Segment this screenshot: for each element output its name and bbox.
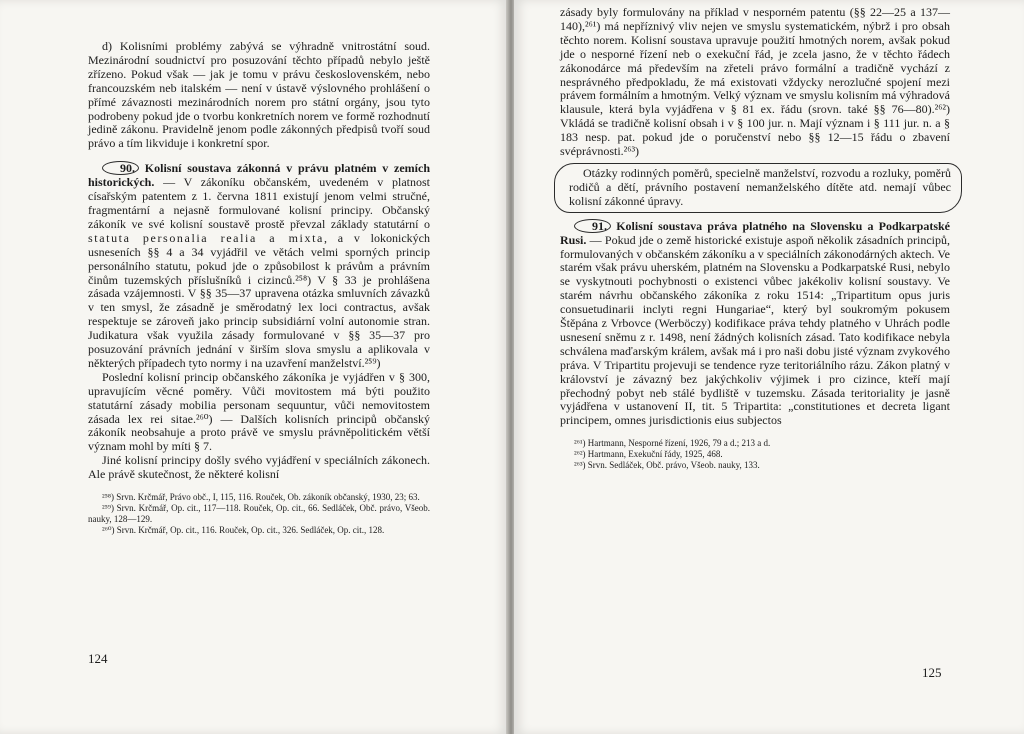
footnote-258: ²⁵⁸) Srvn. Krčmář, Právo obč., I, 115, 116. Rouček, Ob. zákoník občanský, 1930, 23; 63. xyxy=(102,492,420,503)
section-90-text-b: , a v lokonických usneseních §§ 4 a 34 vyjádřil ve větách velmi sporných princip personálního statutu, pokud jde o způsobilost k právům a právním činům tuzemských příslušníků i cizinců.²⁵⁸) V § 33 je prohlášena zásada vzájemnosti. V §§ 35—37 upravena otázka smluvních závazků v ten smysl, že zásadně je směrodatný lex loci contractus, avšak respektuje se zároveň jako princip subsidiární volní autonomie stran. Judikatura však využila zásady formulované v §§ 35—37 pro posuzování právních jednání v širším slova smyslu a aplikovala v některých případech tyto normy i na uzavření manželství.²⁵⁹) xyxy=(88,230,431,370)
section-number-90: 90. xyxy=(102,161,139,175)
section-number-91: 91. xyxy=(574,219,611,233)
right-footnotes xyxy=(560,438,950,471)
paragraph-jine: Jiné kolisní principy došly svého vyjádření v speciálních zákonech. Ale právě skutečnost, že některé kolisní xyxy=(88,453,430,482)
section-91 xyxy=(560,219,950,429)
section-90-spaced-terms: statuta personalia realia a mixta xyxy=(88,230,324,245)
section-90-heading: Kolisní soustava zákonná v právu platném v zemích historických. xyxy=(88,161,430,190)
right-page-number: 125 xyxy=(922,665,942,680)
paragraph-otazky: Otázky rodinných poměrů, specielně manželství, rozvodu a rozluky, poměrů rodičů a dětí, právního postavení nemanželského dítěte atd. nemají vůbec kolisní zákonné úpravy. xyxy=(569,165,951,208)
section-90-text-a: — V zákoníku občanském, uvedeném v platnost císařským patentem z 1. června 1811 existují jenom velmi stručné, fragmentární a nejasně formulované kolisní principy. Občanský zákoník ve své kolisní soustavě prostě převzal základy statutární o xyxy=(88,175,430,231)
paragraph-d: d) Kolisními problémy zabývá se výhradně vnitrostátní soud. Mezinárodní soudnictví pro posuzování těchto případů nebylo ještě zřízeno. Pokud však — jak je tomu v právu československém, nebo francouzském neb italském — není v ústavě výslovného prohlášení o přímé závaznosti mezinárodních norem pro státní orgány, jsou tyto podrobeny pokud jde o tvorbu konkretních norem ve formě rozhodnutí jedině zákonu. Pravidelně jenom podle zákonných předpisů tvoří soud právo a tím likviduje i konkretní spor. xyxy=(88,39,430,151)
section-91-text: — Pokud jde o země historické existuje aspoň několik zásadních principů, formulovaných v občanském zákoníku a v speciálních zákonodárných aktech. Ve starém však právu uherském, platném na Slovensku a Podkarpatské Rusi, nebylo se vyskytnouti pochybnosti o existenci vůbec jakékoliv kolisní soustavy. Ve starém návrhu občanského zákoníka z roku 1514: „Tripartitum opus juris consuetudinarii inclyti regni Hungariae“, který byl soukromým pokusem Štěpána z Vrbovce (Werböczy) kodifikace práva tehdy platného v Uhrách podle usnesení sněmu z r. 1498, není žádných kolisních zásad. Tato kodifikace nebyla schválena maďarským králem, avšak má i pro naši dobu jisté význam zvykového práva. V Tripartitu projevuji se tendence ryze teritoriálního rázu. Zákon platný v království je závazný bez jakýchkoliv výjimek i pro cizince, kteří mají přechodný pobyt neb stálé bydliště v tuzemsku. Zásada teritoriality je jasně vyjádřena v ustanovení II, tit. 5 Tripartita: „constitutiones et decreta ligant principem, omnes jurisdictionis eius subjectos xyxy=(560,232,950,428)
footnote-262: ²⁶²) Hartmann, Exekuční řády, 1925, 468. xyxy=(574,449,723,460)
pencil-encircled-passage xyxy=(554,163,962,213)
footnote-260: ²⁶⁰) Srvn. Krčmář, Op. cit., 116. Rouček, Op. cit., 326. Sedláček, Op. cit., 128. xyxy=(102,525,385,536)
paragraph-posledni: Poslední kolisní princip občanského zákoníka je vyjádřen v § 300, upravujícím věcné poměry. Vůči movitostem má býti použito statutární zásady mobilia personam sequuntur, vůči nemovitostem zásada lex rei sitae.²⁶⁰) — Dalších kolisních principů občanský zákoník neobsahuje a proto právě ve smyslu právněpolitickém větší význam mohl by míti § 7. xyxy=(88,369,430,454)
left-page xyxy=(0,0,508,734)
left-page-number: 124 xyxy=(88,651,108,666)
footnote-263: ²⁶³) Srvn. Sedláček, Obč. právo, Všeob. nauky, 133. xyxy=(574,460,760,471)
right-page xyxy=(514,0,1024,734)
footnote-259: ²⁵⁹) Srvn. Krčmář, Op. cit., 117—118. Rouček, Op. cit., 66. Sedláček, Obč. právo, Všeob. nauky, 128—129. xyxy=(88,503,430,525)
section-91-heading: Kolisní soustava práva platného na Slovensku a Podkarpatské Rusi. xyxy=(560,218,950,247)
paragraph-zasady: zásady byly formulovány na příklad v nesporném patentu (§§ 22—25 a 137—140),²⁶¹) má nepříznivý vliv nejen ve smyslu systematickém, nýbrž i pro obsah těchto norem. Kolisní soustava upravuje použití hmotných norem, avšak pokud jde o nesporné řízení neb o exekuční řád, je zcela jasno, že v těchto řádech zákonodárce má především na zřeteli právo formální a tradičně vychází z nesprávného předpokladu, že má existovati vždycky nerozlučné spojení mezi právem formálním a hmotným. Velký význam ve smyslu kolisním má výhradová klausule, která byla vyjádřena v § 81 ex. řádu (srovn. také §§ 76—80).²⁶²) Vkládá se tradičně kolisní obsah i v § 100 jur. n. Mají význam i § 111 jur. n. a § 183 nesp. pat. pokud jde o poručenství nebo §§ 12—15 řádu o zbavení svéprávnosti.²⁶³) xyxy=(560,5,950,159)
left-text-column xyxy=(88,40,430,536)
right-text-column xyxy=(560,6,950,471)
left-footnotes xyxy=(88,492,430,536)
footnote-261: ²⁶¹) Hartmann, Nesporné řízení, 1926, 79 a d.; 213 a d. xyxy=(574,438,771,449)
section-90 xyxy=(88,161,430,371)
